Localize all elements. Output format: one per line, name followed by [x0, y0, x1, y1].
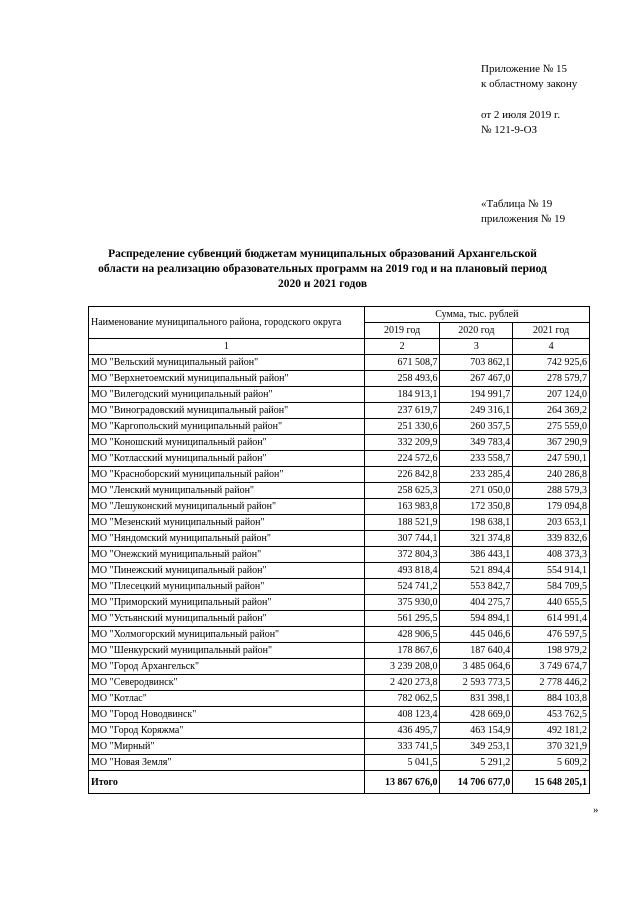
col-header-2020: 2020 год	[440, 323, 513, 339]
row-value-2021: 275 559,0	[513, 419, 590, 435]
col-number-3: 3	[440, 339, 513, 355]
table-row	[89, 387, 590, 403]
table-row	[89, 451, 590, 467]
row-name: МО "Котласский муниципальный район"	[89, 451, 365, 467]
row-name: МО "Город Архангельск"	[89, 659, 365, 675]
row-value-2020: 831 398,1	[440, 691, 513, 707]
row-value-2019: 258 625,3	[364, 483, 440, 499]
row-value-2019: 258 493,6	[364, 371, 440, 387]
table-row	[89, 643, 590, 659]
row-name: МО "Вилегодский муниципальный район"	[89, 387, 365, 403]
row-value-2019: 251 330,6	[364, 419, 440, 435]
row-value-2019: 372 804,3	[364, 547, 440, 563]
row-value-2020: 404 275,7	[440, 595, 513, 611]
table-row	[89, 707, 590, 723]
title-line-2: области на реализацию образовательных программ на 2019 год и на плановый период	[98, 263, 547, 275]
row-value-2020: 260 357,5	[440, 419, 513, 435]
table-row	[89, 595, 590, 611]
row-value-2019: 561 295,5	[364, 611, 440, 627]
table-row	[89, 659, 590, 675]
row-value-2020: 2 593 773,5	[440, 675, 513, 691]
row-value-2020: 194 991,7	[440, 387, 513, 403]
table-row	[89, 531, 590, 547]
table-body	[89, 355, 590, 771]
row-name: МО "Онежский муниципальный район"	[89, 547, 365, 563]
appendix-line-2: к областному закону	[481, 78, 578, 90]
row-name: МО "Мезенский муниципальный район"	[89, 515, 365, 531]
document-title	[80, 247, 565, 292]
row-value-2019: 428 906,5	[364, 627, 440, 643]
row-name: МО "Северодвинск"	[89, 675, 365, 691]
table-row	[89, 691, 590, 707]
total-2019: 13 867 676,0	[364, 771, 440, 794]
row-value-2021: 554 914,1	[513, 563, 590, 579]
row-value-2020: 267 467,0	[440, 371, 513, 387]
row-value-2021: 278 579,7	[513, 371, 590, 387]
row-value-2020: 172 350,8	[440, 499, 513, 515]
table-row	[89, 579, 590, 595]
row-value-2021: 240 286,8	[513, 467, 590, 483]
row-name: МО "Красноборский муниципальный район"	[89, 467, 365, 483]
row-value-2019: 184 913,1	[364, 387, 440, 403]
row-value-2021: 247 590,1	[513, 451, 590, 467]
row-value-2021: 179 094,8	[513, 499, 590, 515]
row-name: МО "Приморский муниципальный район"	[89, 595, 365, 611]
table-ref-line-1: «Таблица № 19	[481, 198, 553, 210]
table-row	[89, 371, 590, 387]
row-value-2021: 288 579,3	[513, 483, 590, 499]
row-name: МО "Новая Земля"	[89, 755, 365, 771]
row-name: МО "Холмогорский муниципальный район"	[89, 627, 365, 643]
row-name: МО "Верхнетоемский муниципальный район"	[89, 371, 365, 387]
row-value-2020: 187 640,4	[440, 643, 513, 659]
row-name: МО "Лешуконский муниципальный район"	[89, 499, 365, 515]
row-value-2021: 884 103,8	[513, 691, 590, 707]
col-number-1: 1	[89, 339, 365, 355]
row-value-2021: 476 597,5	[513, 627, 590, 643]
table-row	[89, 515, 590, 531]
row-value-2021: 5 609,2	[513, 755, 590, 771]
row-value-2020: 386 443,1	[440, 547, 513, 563]
row-value-2021: 370 321,9	[513, 739, 590, 755]
col-header-sum: Сумма, тыс. рублей	[364, 307, 589, 323]
row-value-2020: 198 638,1	[440, 515, 513, 531]
row-value-2019: 178 867,6	[364, 643, 440, 659]
row-value-2021: 492 181,2	[513, 723, 590, 739]
col-number-4: 4	[513, 339, 590, 355]
row-value-2019: 2 420 273,8	[364, 675, 440, 691]
row-value-2019: 5 041,5	[364, 755, 440, 771]
row-value-2020: 463 154,9	[440, 723, 513, 739]
date-line: от 2 июля 2019 г.	[481, 109, 561, 121]
row-value-2021: 3 749 674,7	[513, 659, 590, 675]
table-row	[89, 627, 590, 643]
subsidy-table	[88, 306, 590, 794]
row-name: МО "Пинежский муниципальный район"	[89, 563, 365, 579]
table-row	[89, 435, 590, 451]
row-name: МО "Устьянский муниципальный район"	[89, 611, 365, 627]
row-value-2021: 198 979,2	[513, 643, 590, 659]
row-value-2021: 614 991,4	[513, 611, 590, 627]
row-name: МО "Виноградовский муниципальный район"	[89, 403, 365, 419]
row-value-2021: 2 778 446,2	[513, 675, 590, 691]
row-value-2020: 445 046,6	[440, 627, 513, 643]
table-row	[89, 483, 590, 499]
table-row	[89, 499, 590, 515]
title-line-3: 2020 и 2021 годов	[277, 278, 368, 290]
row-name: МО "Плесецкий муниципальный район"	[89, 579, 365, 595]
total-2020: 14 706 677,0	[440, 771, 513, 794]
row-value-2021: 207 124,0	[513, 387, 590, 403]
row-value-2021: 264 369,2	[513, 403, 590, 419]
table-row	[89, 723, 590, 739]
row-value-2020: 233 558,7	[440, 451, 513, 467]
table-row	[89, 419, 590, 435]
total-label: Итого	[89, 771, 365, 794]
row-value-2019: 524 741,2	[364, 579, 440, 595]
row-value-2019: 307 744,1	[364, 531, 440, 547]
row-value-2021: 203 653,1	[513, 515, 590, 531]
row-name: МО "Шенкурский муниципальный район"	[89, 643, 365, 659]
row-name: МО "Мирный"	[89, 739, 365, 755]
row-value-2020: 5 291,2	[440, 755, 513, 771]
col-header-2019: 2019 год	[364, 323, 440, 339]
row-value-2020: 349 783,4	[440, 435, 513, 451]
row-value-2020: 553 842,7	[440, 579, 513, 595]
row-value-2019: 408 123,4	[364, 707, 440, 723]
row-value-2019: 782 062,5	[364, 691, 440, 707]
row-value-2020: 249 316,1	[440, 403, 513, 419]
row-name: МО "Коношский муниципальный район"	[89, 435, 365, 451]
row-value-2019: 332 209,9	[364, 435, 440, 451]
row-value-2019: 436 495,7	[364, 723, 440, 739]
row-name: МО "Ленский муниципальный район"	[89, 483, 365, 499]
row-value-2020: 703 862,1	[440, 355, 513, 371]
row-value-2019: 163 983,8	[364, 499, 440, 515]
row-value-2020: 521 894,4	[440, 563, 513, 579]
row-value-2020: 428 669,0	[440, 707, 513, 723]
row-value-2020: 3 485 064,6	[440, 659, 513, 675]
row-value-2019: 3 239 208,0	[364, 659, 440, 675]
table-row	[89, 403, 590, 419]
table-row	[89, 755, 590, 771]
row-name: МО "Няндомский муниципальный район"	[89, 531, 365, 547]
row-name: МО "Котлас"	[89, 691, 365, 707]
row-value-2021: 408 373,3	[513, 547, 590, 563]
row-name: МО "Вельский муниципальный район"	[89, 355, 365, 371]
col-header-name: Наименование муниципального района, городского округа	[89, 307, 365, 339]
row-value-2019: 333 741,5	[364, 739, 440, 755]
law-number: № 121-9-ОЗ	[481, 124, 538, 136]
table-row	[89, 675, 590, 691]
row-value-2019: 493 818,4	[364, 563, 440, 579]
row-value-2021: 339 832,6	[513, 531, 590, 547]
row-value-2019: 224 572,6	[364, 451, 440, 467]
row-value-2021: 453 762,5	[513, 707, 590, 723]
row-value-2020: 271 050,0	[440, 483, 513, 499]
row-name: МО "Город Новодвинск"	[89, 707, 365, 723]
col-number-2: 2	[364, 339, 440, 355]
table-row	[89, 547, 590, 563]
row-value-2021: 584 709,5	[513, 579, 590, 595]
appendix-line-1: Приложение № 15	[481, 63, 568, 75]
total-row	[89, 771, 590, 794]
total-2021: 15 648 205,1	[513, 771, 590, 794]
row-value-2021: 440 655,5	[513, 595, 590, 611]
row-name: МО "Каргопольский муниципальный район"	[89, 419, 365, 435]
col-header-2021: 2021 год	[513, 323, 590, 339]
table-row	[89, 611, 590, 627]
row-value-2021: 367 290,9	[513, 435, 590, 451]
table-ref-line-2: приложения № 19	[481, 213, 566, 225]
row-value-2019: 237 619,7	[364, 403, 440, 419]
closing-quote: »	[593, 804, 599, 816]
table-row	[89, 563, 590, 579]
row-value-2021: 742 925,6	[513, 355, 590, 371]
row-value-2019: 671 508,7	[364, 355, 440, 371]
row-value-2020: 349 253,1	[440, 739, 513, 755]
table-row	[89, 467, 590, 483]
row-name: МО "Город Коряжма"	[89, 723, 365, 739]
row-value-2019: 188 521,9	[364, 515, 440, 531]
row-value-2019: 226 842,8	[364, 467, 440, 483]
row-value-2020: 594 894,1	[440, 611, 513, 627]
table-row	[89, 739, 590, 755]
row-value-2020: 321 374,8	[440, 531, 513, 547]
table-row	[89, 355, 590, 371]
title-line-1: Распределение субвенций бюджетам муниципальных образований Архангельской	[108, 248, 537, 260]
row-value-2019: 375 930,0	[364, 595, 440, 611]
row-value-2020: 233 285,4	[440, 467, 513, 483]
